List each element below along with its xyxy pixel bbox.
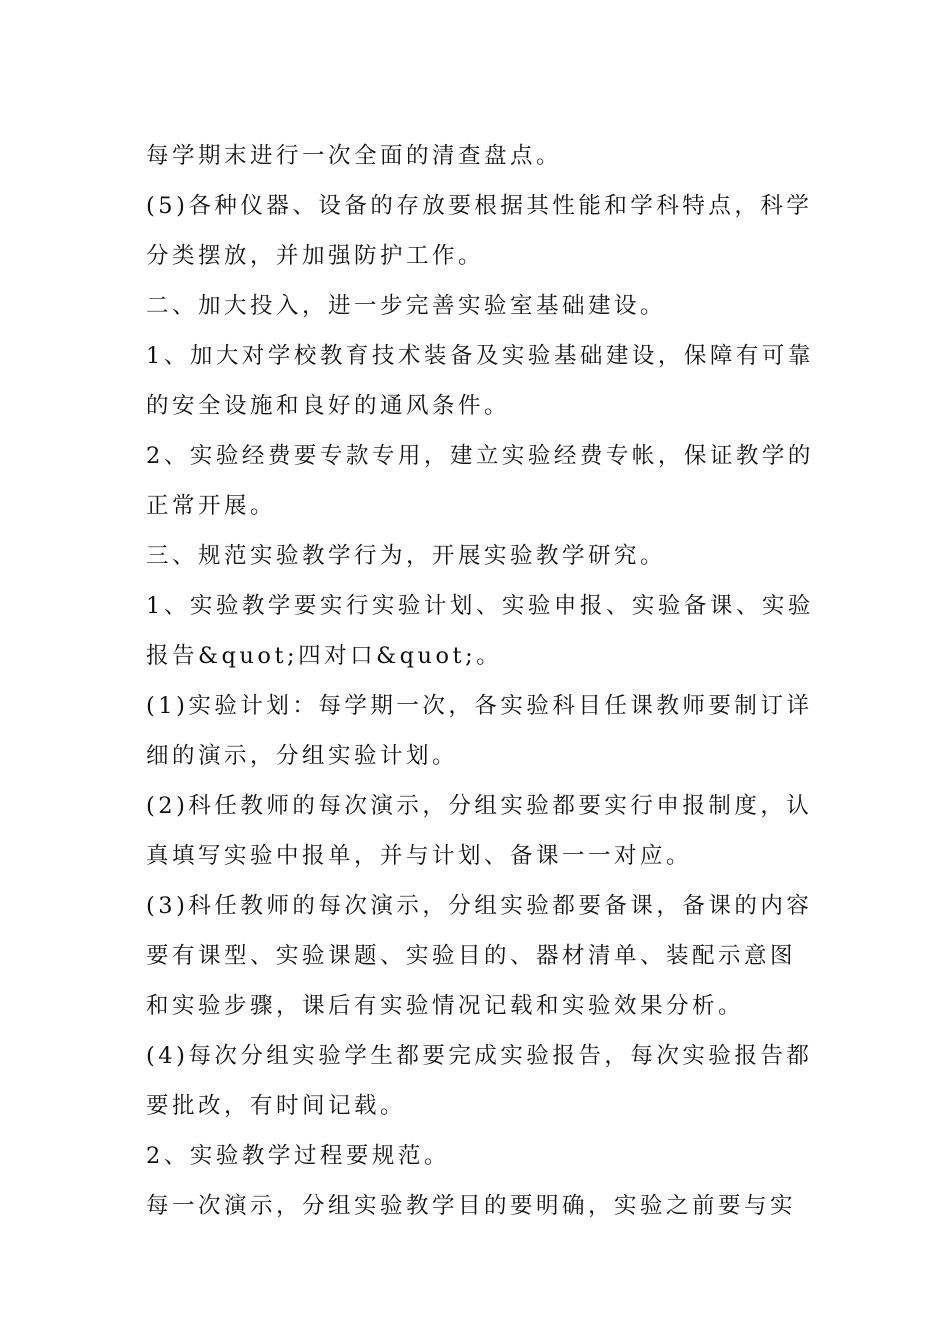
text-line: 细的演示，分组实验计划。 xyxy=(146,743,459,769)
section-heading-3: 三、规范实验教学行为，开展实验教学研究。 xyxy=(146,543,667,569)
section-heading-2: 二、加大投入，进一步完善实验室基础建设。 xyxy=(146,293,667,319)
text-line: (4)每次分组实验学生都要完成实验报告，每次实验报告都 xyxy=(146,1043,813,1069)
text-line: 的安全设施和良好的通风条件。 xyxy=(146,393,511,419)
text-line: 1、加大对学校教育技术装备及实验基础建设，保障有可靠 xyxy=(146,343,814,369)
text-line: 要有课型、实验课题、实验目的、器材清单、装配示意图 xyxy=(146,943,797,969)
text-line: (3)科任教师的每次演示，分组实验都要备课，备课的内容 xyxy=(146,893,813,919)
text-line: 分类摆放，并加强防护工作。 xyxy=(146,243,485,269)
text-line: (5)各种仪器、设备的存放要根据其性能和学科特点，科学 xyxy=(146,193,813,219)
text-line: 和实验步骤，课后有实验情况记载和实验效果分析。 xyxy=(146,993,745,1019)
text-line: 每学期末进行一次全面的清查盘点。 xyxy=(146,143,563,169)
body-text xyxy=(146,131,814,1231)
text-line: (2)科任教师的每次演示，分组实验都要实行申报制度，认 xyxy=(146,793,813,819)
text-line: (1)实验计划：每学期一次，各实验科目任课教师要制订详 xyxy=(146,693,813,719)
text-line: 真填写实验中报单，并与计划、备课一一对应。 xyxy=(146,843,693,869)
text-line: 1、实验教学要实行实验计划、实验申报、实验备课、实验 xyxy=(146,593,814,619)
text-line: 要批改，有时间记载。 xyxy=(146,1093,407,1119)
text-line: 正常开展。 xyxy=(146,493,277,519)
text-line: 2、实验教学过程要规范。 xyxy=(146,1143,450,1169)
text-line: 每一次演示，分组实验教学目的要明确，实验之前要与实 xyxy=(146,1193,797,1219)
text-line: 报告&quot;四对口&quot;。 xyxy=(146,643,503,669)
text-line: 2、实验经费要专款专用，建立实验经费专帐，保证教学的 xyxy=(146,443,814,469)
